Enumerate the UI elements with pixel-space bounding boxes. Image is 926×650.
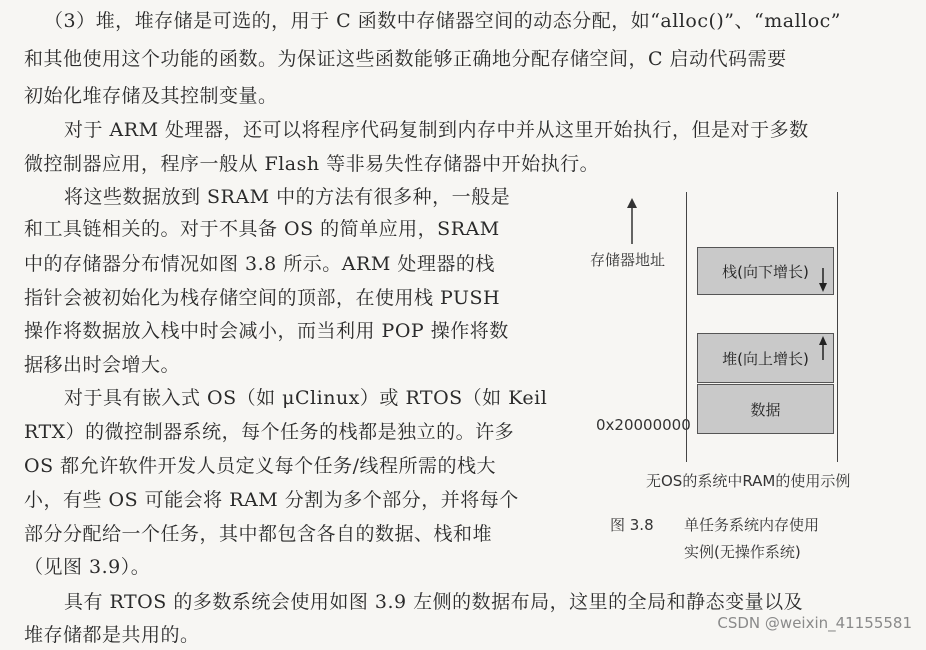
data-region <box>697 384 834 434</box>
base-address-label: 0x20000000 <box>596 416 691 434</box>
figure-caption-line-1: 单任务系统内存使用 <box>684 516 820 534</box>
figure-caption-line-2: 实例(无操作系统) <box>684 543 801 561</box>
paragraph-3-line-4: 指针会被初始化为栈存储空间的顶部，在使用栈 PUSH <box>24 287 501 309</box>
ram-right-border <box>837 192 838 462</box>
paragraph-1-line-1: （3）堆，堆存储是可选的，用于 C 函数中存储器空间的动态分配，如“alloc()”、“malloc” <box>44 10 842 32</box>
paragraph-5-line-1: 具有 RTOS 的多数系统会使用如图 3.9 左侧的数据布局，这里的全局和静态变量以及 <box>64 591 804 613</box>
paragraph-3-line-1: 将这些数据放到 SRAM 中的方法有很多种，一般是 <box>64 186 511 208</box>
heap-up-arrow <box>817 336 829 360</box>
address-up-arrow <box>622 198 642 246</box>
paragraph-3-line-3: 中的存储器分布情况如图 3.8 所示。ARM 处理器的栈 <box>24 253 495 275</box>
heap-region <box>697 333 834 383</box>
paragraph-1-line-2: 和其他使用这个功能的函数。为保证这些函数能够正确地分配存储空间，C 启动代码需要 <box>24 48 787 70</box>
csdn-watermark: CSDN @weixin_41155581 <box>717 614 912 632</box>
paragraph-4-line-5: 部分分配给一个任务，其中都包含各自的数据、栈和堆 <box>24 523 493 545</box>
paragraph-3-line-5: 操作将数据放入栈中时会减小，而当利用 POP 操作将数 <box>24 320 509 342</box>
stack-label: 栈(向下增长) <box>722 262 809 281</box>
heap-label: 堆(向上增长) <box>722 349 809 368</box>
diagram-title: 无OS的系统中RAM的使用示例 <box>646 472 851 490</box>
ram-left-border <box>686 192 687 462</box>
paragraph-5-line-2: 堆存储都是共用的。 <box>24 624 200 646</box>
figure-number: 图 3.8 <box>610 516 654 534</box>
paragraph-4-line-1: 对于具有嵌入式 OS（如 μClinux）或 RTOS（如 Keil <box>64 387 548 409</box>
paragraph-2-line-1: 对于 ARM 处理器，还可以将程序代码复制到内存中并从这里开始执行，但是对于多数 <box>64 119 809 141</box>
data-label: 数据 <box>750 400 781 419</box>
paragraph-3-line-2: 和工具链相关的。对于不具备 OS 的简单应用，SRAM <box>24 218 500 240</box>
paragraph-4-line-4: 小，有些 OS 可能会将 RAM 分割为多个部分，并将每个 <box>24 489 519 511</box>
paragraph-3-line-6: 据移出时会增大。 <box>24 354 181 376</box>
paragraph-4-line-6: （见图 3.9）。 <box>24 556 151 578</box>
paragraph-2-line-2: 微控制器应用，程序一般从 Flash 等非易失性存储器中开始执行。 <box>24 153 600 175</box>
paragraph-4-line-2: RTX）的微控制器系统，每个任务的栈都是独立的。许多 <box>24 421 515 443</box>
paragraph-4-line-3: OS 都允许软件开发人员定义每个任务/线程所需的栈大 <box>24 455 497 477</box>
paragraph-1-line-3: 初始化堆存储及其控制变量。 <box>24 85 278 107</box>
stack-region <box>697 247 834 295</box>
address-axis-label: 存储器地址 <box>590 251 666 269</box>
stack-down-arrow <box>817 268 829 292</box>
